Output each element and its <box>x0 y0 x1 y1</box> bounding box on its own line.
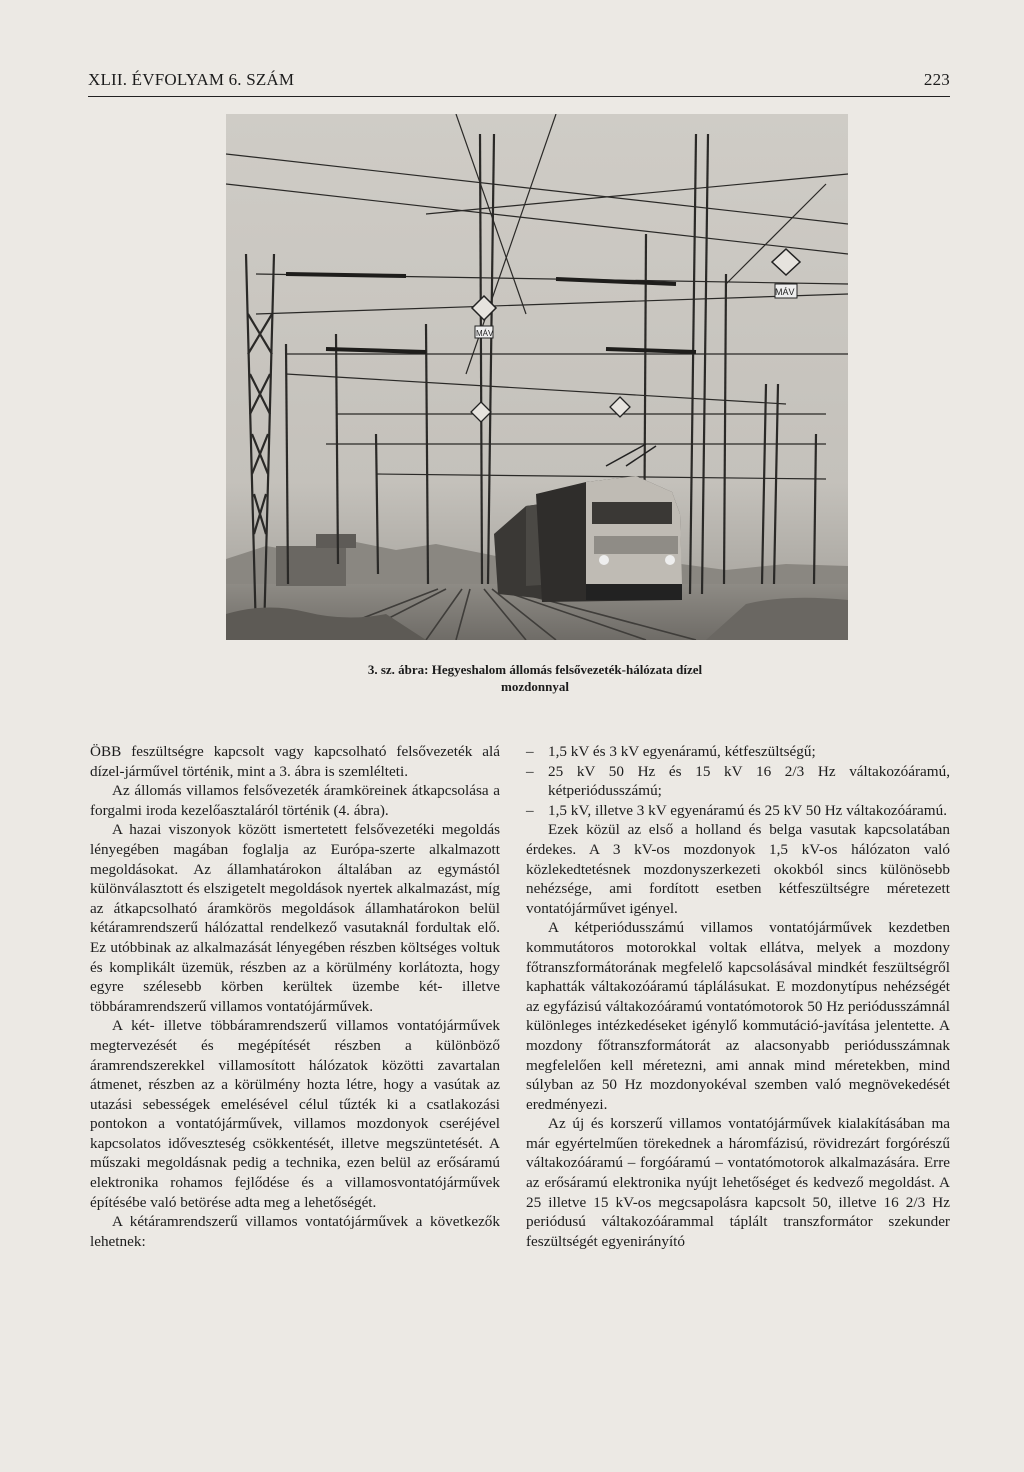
right-paragraph-1: Ezek közül az első a holland és belga vasutak kapcsolatában érdekes. A 3 kV-os mozdonyok 1,5 kV-os hálózaton való közlekedtetésnek mozdonyszerkezeti okokból sincs különösebb nehézsége, ami fordított esetben kétfeszültségre méretezett vontatójárművet igényel. <box>526 821 950 917</box>
page-number: 223 <box>923 70 950 89</box>
left-paragraph-4: A két- illetve többáramrendszerű villamos vontatójárművek megtervezését és megépítését részben a különböző áramrendszerekkel villamosított hálózatok közötti zavartalan átmenet, részben az a körülmény hozta létre, hogy a vasútak az utazási sebességek emelésével célul tűzték ki a csatlakozási pontokon a vontatójárművek, villamos mozdonyok cseréjével kapcsolatos időveszteség csökkentését, illetve megszüntetését. A műszaki megoldásnak pedig a technika, ezen belül az erősáramú elektronika rohamos fejlődése és a villamosvontatójárművek építésébe való betörése adta meg a lehetőségét. <box>90 1017 500 1211</box>
list-text: 1,5 kV, illetve 3 kV egyenáramú és 25 kV 50 Hz váltakozóáramú. <box>548 801 947 819</box>
list-text: 1,5 kV és 3 kV egyenáramú, kétfeszültségű; <box>548 743 816 760</box>
left-paragraph-3: A hazai viszonyok között ismertetett felsővezetéki megoldás lényegében magában foglalja az Európa-szerte alkalmazott megoldásokat. Az államhatárokon általában az egymástól különválasztott és elszigetelt megoldások nyertek alkalmazást, míg az átkapcsolható áramkörös megoldások államhatárokon belül kétáramrendszerű hálózattal rendelkező vasutaknál fordultak elő. Ez utóbbinak az alkalmazását lényegében részben költséges voltuk és komplikált üzemük, részben az a körülmény korlátozta, hogy egyre szélesebb körben kerültek üzembe két- illetve többáramrendszerű villamos vontatójárművek. <box>90 821 500 1015</box>
left-paragraph-2: Az állomás villamos felsővezeték áramköreinek átkapcsolása a forgalmi iroda kezelőasztaláról történik (4. ábra). <box>90 782 500 819</box>
list-item <box>526 801 950 821</box>
list-dash: – <box>526 801 534 819</box>
figure-photo <box>226 114 848 640</box>
list-dash: – <box>526 762 534 780</box>
left-paragraph-1: ÖBB feszültségre kapcsolt vagy kapcsolható felsővezeték alá dízel-járművel történik, mint a 3. ábra is szemlélteti. <box>90 743 500 780</box>
right-column <box>526 742 950 1251</box>
list-dash: – <box>526 743 534 760</box>
figure-caption <box>280 661 790 695</box>
list-item <box>526 742 950 762</box>
page-header <box>88 68 950 97</box>
left-paragraph-5: A kétáramrendszerű villamos vontatójárművek a következők lehetnek: <box>90 1213 500 1250</box>
list-text: 25 kV 50 Hz és 15 kV 16 2/3 Hz váltakozóáramú, kétperiódusszámú; <box>548 762 950 800</box>
caption-line-1: 3. sz. ábra: Hegyeshalom állomás felsővezeték-hálózata dízel <box>367 662 703 677</box>
right-paragraph-3: Az új és korszerű villamos vontatójárművek kialakításában ma már egyértelműen törekednek a háromfázisú, rövidrezárt forgórészű váltakozóáramú – forgóáramú – vontatómotorok alkalmazására. Erre az erősáramú elektronika nyújt lehetőséget és kedvező megoldást. A 25 illetve 15 kV-os megcsapolásra kapcsolt 50, illetve 16 2/3 Hz periódusú váltakozóárammal táplált transzformátor szekunder feszültségét egyenirányító <box>526 1115 950 1250</box>
sign-label-2: MÁV <box>476 329 494 338</box>
sign-label-1: MÁV <box>775 287 795 297</box>
journal-issue: XLII. ÉVFOLYAM 6. SZÁM <box>88 70 295 89</box>
list-item <box>526 762 950 801</box>
caption-line-2: mozdonnyal <box>501 679 569 694</box>
left-column <box>90 742 500 1251</box>
right-paragraph-2: A kétperiódusszámú villamos vontatójárművek kezdetben kommutátoros motorokkal voltak ellátva, melyek a mozdony főtranszformátorának megfelelő kapcsolásával mindkét feszültségről kaphatták váltakozóáramú táplálásukat. E mozdonytípus nehézségét az egyfázisú váltakozóáramú vontatómotorok 50 Hz periódusszámnál különleges intézkedéseket igénylő kommutáció-javítása jelentette. A mozdony főtranszformátorát az alacsonyabb periódusszámnak megfelelően kell méretezni, ami annak mind méretekben, mind súlyban az 50 Hz mozdonyokéval szemben való megnövekedését eredményezi. <box>526 919 950 1113</box>
